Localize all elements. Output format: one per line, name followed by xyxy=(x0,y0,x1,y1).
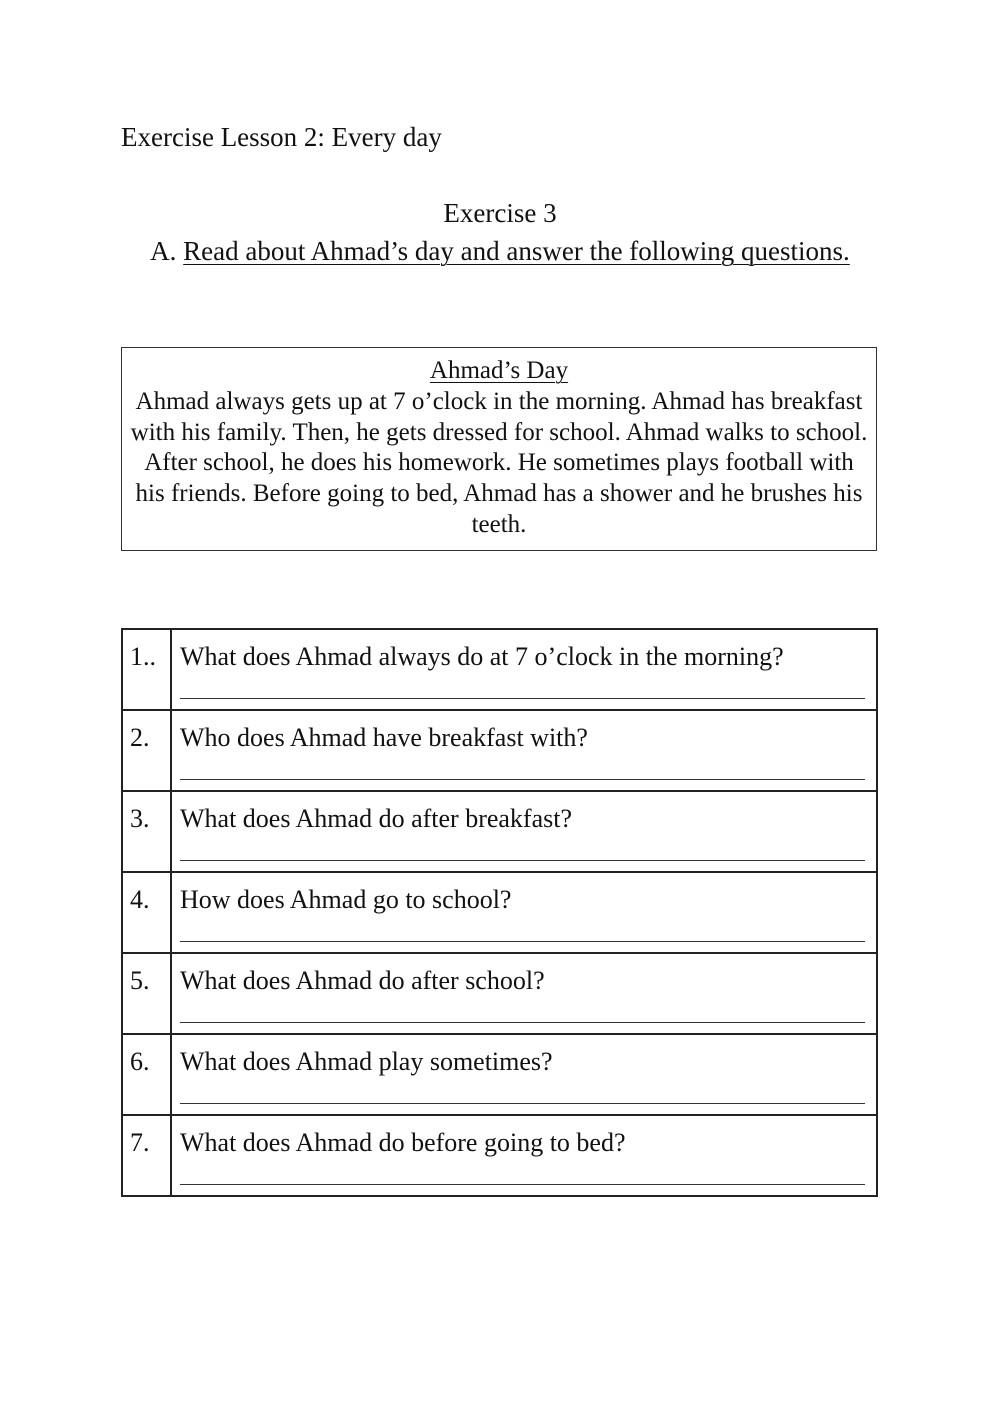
reading-passage-box xyxy=(121,347,877,551)
question-number: 3. xyxy=(122,791,171,872)
question-row xyxy=(122,1115,877,1196)
answer-line[interactable] xyxy=(180,779,865,780)
question-text: What does Ahmad do before going to bed? xyxy=(180,1128,626,1157)
question-number: 4. xyxy=(122,872,171,953)
answer-line[interactable] xyxy=(180,941,865,942)
question-text: What does Ahmad do after breakfast? xyxy=(180,804,573,833)
instruction xyxy=(0,234,1000,268)
question-cell xyxy=(171,872,877,953)
question-row xyxy=(122,953,877,1034)
question-row xyxy=(122,710,877,791)
question-cell xyxy=(171,791,877,872)
question-row xyxy=(122,872,877,953)
exercise-title: Exercise 3 xyxy=(443,198,557,228)
question-text: What does Ahmad play sometimes? xyxy=(180,1047,553,1076)
answer-line[interactable] xyxy=(180,698,865,699)
question-cell xyxy=(171,629,877,710)
question-number: 7. xyxy=(122,1115,171,1196)
question-text: How does Ahmad go to school? xyxy=(180,885,512,914)
reading-body: Ahmad always gets up at 7 o’clock in the morning. Ahmad has breakfast with his family. Then, he gets dressed for school. Ahmad walks to school. After school, he does his homework. He sometimes plays football with his friends. Before going to bed, Ahmad has a shower and he brushes his teeth. xyxy=(130,387,868,538)
answer-line[interactable] xyxy=(180,1022,865,1023)
question-text: What does Ahmad always do at 7 o’clock in the morning? xyxy=(180,642,784,671)
question-cell xyxy=(171,710,877,791)
answer-line[interactable] xyxy=(180,1103,865,1104)
question-row xyxy=(122,629,877,710)
questions-table xyxy=(121,628,878,1197)
question-text: What does Ahmad do after school? xyxy=(180,966,545,995)
lesson-title: Exercise Lesson 2: Every day xyxy=(121,122,442,152)
question-number: 5. xyxy=(122,953,171,1034)
instruction-text: Read about Ahmad’s day and answer the following questions. xyxy=(183,236,850,266)
question-number: 6. xyxy=(122,1034,171,1115)
reading-title: Ahmad’s Day xyxy=(429,357,569,384)
answer-line[interactable] xyxy=(180,1184,865,1185)
question-number: 2. xyxy=(122,710,171,791)
question-number: 1.. xyxy=(122,629,171,710)
question-row xyxy=(122,1034,877,1115)
question-text: Who does Ahmad have breakfast with? xyxy=(180,723,588,752)
question-row xyxy=(122,791,877,872)
answer-line[interactable] xyxy=(180,860,865,861)
instruction-prefix: A. xyxy=(150,236,177,266)
question-cell xyxy=(171,953,877,1034)
question-cell xyxy=(171,1115,877,1196)
question-cell xyxy=(171,1034,877,1115)
